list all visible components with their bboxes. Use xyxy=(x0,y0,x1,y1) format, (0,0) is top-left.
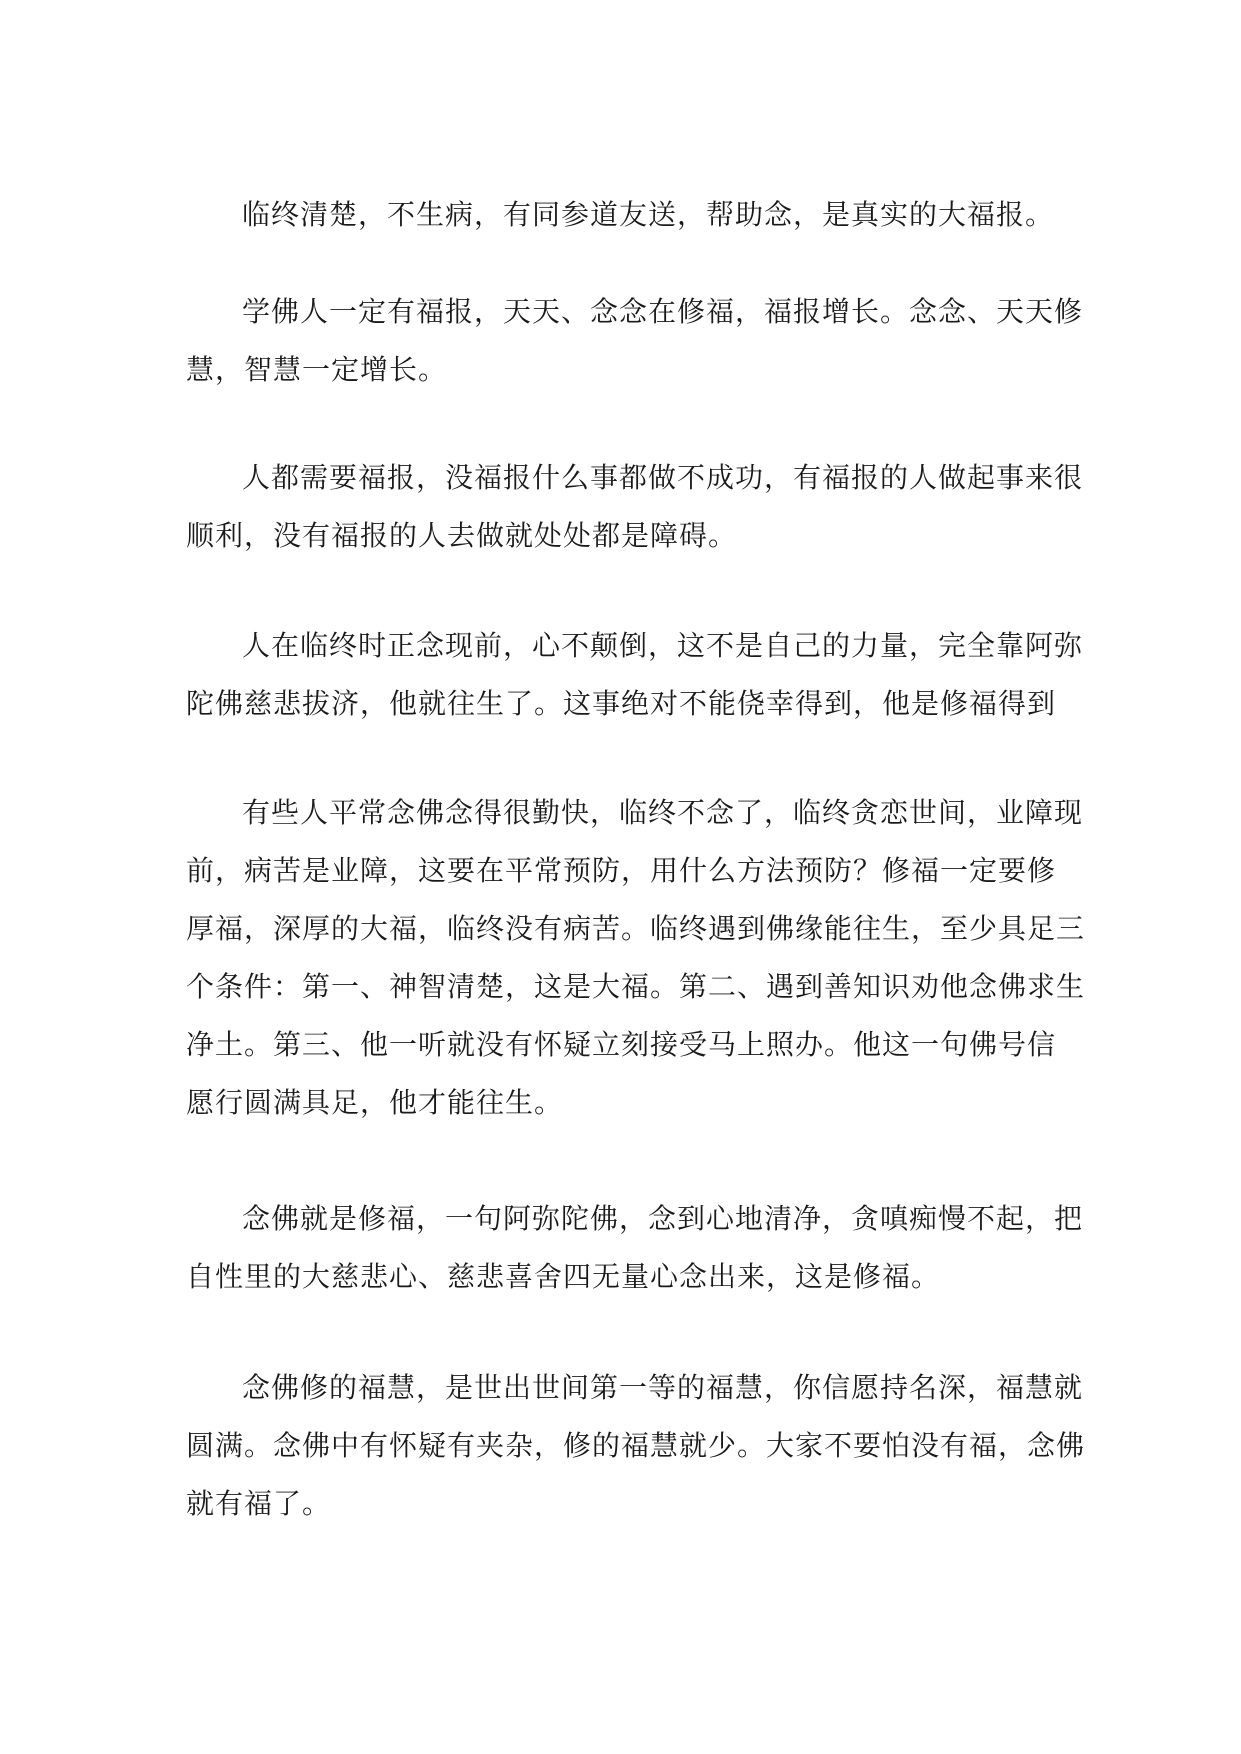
paragraph-5 xyxy=(186,784,1086,1132)
paragraph-line: 自性里的大慈悲心、慈悲喜舍四无量心念出来，这是修福。 xyxy=(186,1260,941,1293)
paragraph-line: 就有福了。 xyxy=(186,1487,332,1520)
paragraph-7 xyxy=(186,1359,1086,1533)
paragraph-line: 人都需要福报，没福报什么事都做不成功，有福报的人做起事来很 xyxy=(242,461,1084,494)
paragraph-line: 念佛修的福慧，是世出世间第一等的福慧，你信愿持名深，福慧就 xyxy=(242,1371,1084,1404)
paragraph-2 xyxy=(186,283,1086,399)
paragraph-line: 厚福，深厚的大福，临终没有病苦。临终遇到佛缘能往生，至少具足三 xyxy=(186,912,1086,945)
paragraph-1 xyxy=(186,186,1086,244)
paragraph-line: 个条件：第一、神智清楚，这是大福。第二、遇到善知识劝他念佛求生 xyxy=(186,970,1086,1003)
paragraph-line: 顺利，没有福报的人去做就处处都是障碍。 xyxy=(186,519,738,552)
paragraph-line: 念佛就是修福，一句阿弥陀佛，念到心地清净，贪嗔痴慢不起，把 xyxy=(242,1202,1084,1235)
paragraph-line: 愿行圆满具足，他才能往生。 xyxy=(186,1086,564,1119)
paragraph-line: 陀佛慈悲拔济，他就往生了。这事绝对不能侥幸得到，他是修福得到 xyxy=(186,687,1057,720)
paragraph-line: 有些人平常念佛念得很勤快，临终不念了，临终贪恋世间，业障现 xyxy=(242,796,1084,829)
paragraph-line: 圆满。念佛中有怀疑有夹杂，修的福慧就少。大家不要怕没有福，念佛 xyxy=(186,1429,1086,1462)
paragraph-4 xyxy=(186,617,1086,733)
paragraph-3 xyxy=(186,449,1086,565)
paragraph-line: 前，病苦是业障，这要在平常预防，用什么方法预防？修福一定要修 xyxy=(186,854,1057,887)
paragraph-line: 学佛人一定有福报，天天、念念在修福，福报增长。念念、天天修 xyxy=(242,295,1084,328)
paragraph-line: 人在临终时正念现前，心不颠倒，这不是自己的力量，完全靠阿弥 xyxy=(242,629,1084,662)
paragraph-line: 慧，智慧一定增长。 xyxy=(186,353,448,386)
paragraph-6 xyxy=(186,1190,1086,1306)
paragraph-line: 临终清楚，不生病，有同参道友送，帮助念，是真实的大福报。 xyxy=(242,198,1055,231)
paragraph-line: 净土。第三、他一听就没有怀疑立刻接受马上照办。他这一句佛号信 xyxy=(186,1028,1057,1061)
